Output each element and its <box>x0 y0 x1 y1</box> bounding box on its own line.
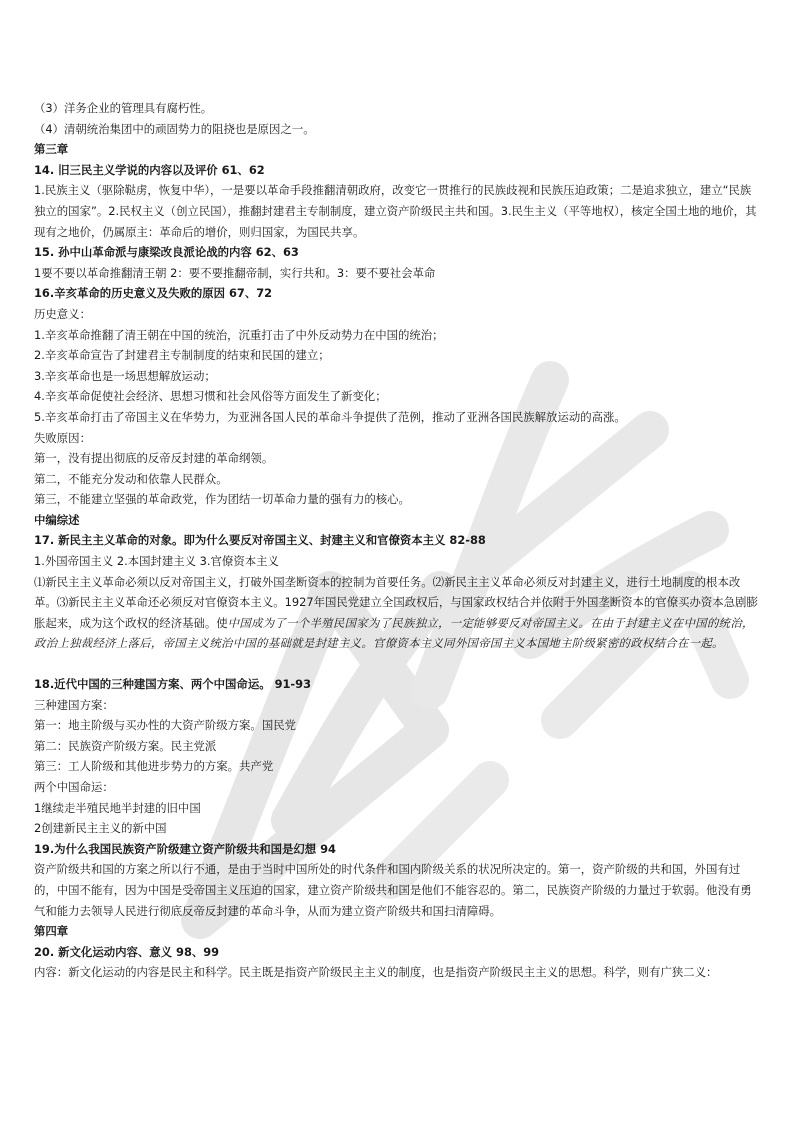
paragraph: 内容：新文化运动的内容是民主和科学。民主既是指资产阶级民主主义的制度，也是指资产阶级民主主义的思想。科学，则有广狭二义： <box>34 965 718 980</box>
list-item: 第三：工人阶级和其他进步势力的方案。共产党 <box>34 759 274 774</box>
paragraph-text: ⑴新民主主义革命必须以反对帝国主义，打破外国垄断资本的控制为首要任务。⑵新民主主义革命必须反对封建主义，进行土地制度的根本改革。⑶新民主主义革命还必须反对官僚资本主义。1927年国民党建立全国政权后，与国家政权结合并依附于外国垄断资本的官僚买办资本急剧膨胀起来，成为这个政权的经济基础。使 <box>34 574 758 630</box>
document-page <box>34 98 762 983</box>
list-item: 1.辛亥革命推翻了清王朝在中国的统治，沉重打击了中外反动势力在中国的统治； <box>34 327 444 342</box>
list-item: 第三，不能建立坚强的革命政党，作为团结一切革命力量的强有力的核心。 <box>34 492 410 507</box>
list-item: 2创建新民主主义的新中国 <box>34 821 167 836</box>
italic-text: 中国成为了一个半殖民国家为了民族独立，一定能够要反对帝国主义。在由于封建主义在中国的统治，政治上独裁经济上落后，帝国主义统治中国的基础就是封建主义。官僚资本主义同外国帝国主义本国地主阶级紧密的政权结合在一起。 <box>34 615 754 651</box>
chapter-heading: 第三章 <box>34 142 69 157</box>
paragraph: 1.民族主义（驱除鞑虏，恢复中华），一是要以革命手段推翻清朝政府，改变它一贯推行的民族歧视和民族压迫政策；二是追求独立，建立“民族独立的国家”。2.民权主义（创立民国），推翻封建君主专制制度，建立资产阶级民主共和国。3.民生主义（平等地权），核定全国土地的地价，其现有之地价，仍属原主：革命后的增价，则归国家，为国民共享。 <box>34 183 757 239</box>
question-heading: 19.为什么我国民族资产阶级建立资产阶级共和国是幻想 94 <box>34 841 336 856</box>
list-item: 5.辛亥革命打击了帝国主义在华势力，为亚洲各国人民的革命斗争提供了范例，推动了亚洲各国民族解放运动的高涨。 <box>34 409 626 424</box>
question-heading: 15. 孙中山革命派与康梁改良派论战的内容 62、63 <box>34 245 299 260</box>
question-heading: 17. 新民主主义革命的对象。即为什么要反对帝国主义、封建主义和官僚资本主义 82-88 <box>34 533 486 548</box>
list-item: 3.辛亥革命也是一场思想解放运动； <box>34 368 216 383</box>
question-heading: 16.辛亥革命的历史意义及失败的原因 67、72 <box>34 286 273 301</box>
list-item: 第二，不能充分发动和依靠人民群众。 <box>34 471 228 486</box>
question-heading: 18.近代中国的三种建国方案、两个中国命运。 91-93 <box>34 677 311 692</box>
text-line: 三种建国方案： <box>34 697 114 712</box>
question-heading: 14. 旧三民主义学说的内容以及评价 61、62 <box>34 162 265 177</box>
text-line: 1.外国帝国主义 2.本国封建主义 3.官僚资本主义 <box>34 554 279 569</box>
question-heading: 20. 新文化运动内容、意义 98、99 <box>34 944 220 959</box>
text-line: 失败原因： <box>34 430 91 445</box>
list-item: 第二：民族资产阶级方案。民主党派 <box>34 738 217 753</box>
list-item: 第一，没有提出彻底的反帝反封建的革命纲领。 <box>34 451 274 466</box>
list-item: 1继续走半殖民地半封建的旧中国 <box>34 800 201 815</box>
text-line: 两个中国命运： <box>34 780 114 794</box>
section-heading: 中编综述 <box>34 512 80 527</box>
text-line: （3）洋务企业的管理具有腐朽性。 <box>34 101 213 115</box>
list-item: 2.辛亥革命宣告了封建君主专制制度的结束和民国的建立； <box>34 348 330 363</box>
paragraph <box>34 572 762 654</box>
paragraph: 资产阶级共和国的方案之所以行不通，是由于当时中国所处的时代条件和国内阶级关系的状况所决定的。第一，资产阶级的共和国，外国有过的，中国不能有，因为中国是受帝国主义压迫的国家，建立资产阶级共和国是他们不能容忍的。第二，民族资产阶级的力量过于软弱。他没有勇气和能力去领导人民进行彻底反帝反封建的革命斗争，从而为建立资产阶级共和国扫清障碍。 <box>34 862 752 918</box>
text-line: （4）清朝统治集团中的顽固势力的阻挠也是原因之一。 <box>34 121 315 136</box>
chapter-heading: 第四章 <box>34 924 69 939</box>
spacer <box>34 654 762 674</box>
text-line: 历史意义： <box>34 306 91 321</box>
list-item: 4.辛亥革命促使社会经济、思想习惯和社会风俗等方面发生了新变化； <box>34 389 387 404</box>
text-line: 1要不要以革命推翻清王朝 2：要不要推翻帝制，实行共和。3：要不要社会革命 <box>34 265 436 280</box>
list-item: 第一：地主阶级与买办性的大资产阶级方案。国民党 <box>34 718 296 733</box>
